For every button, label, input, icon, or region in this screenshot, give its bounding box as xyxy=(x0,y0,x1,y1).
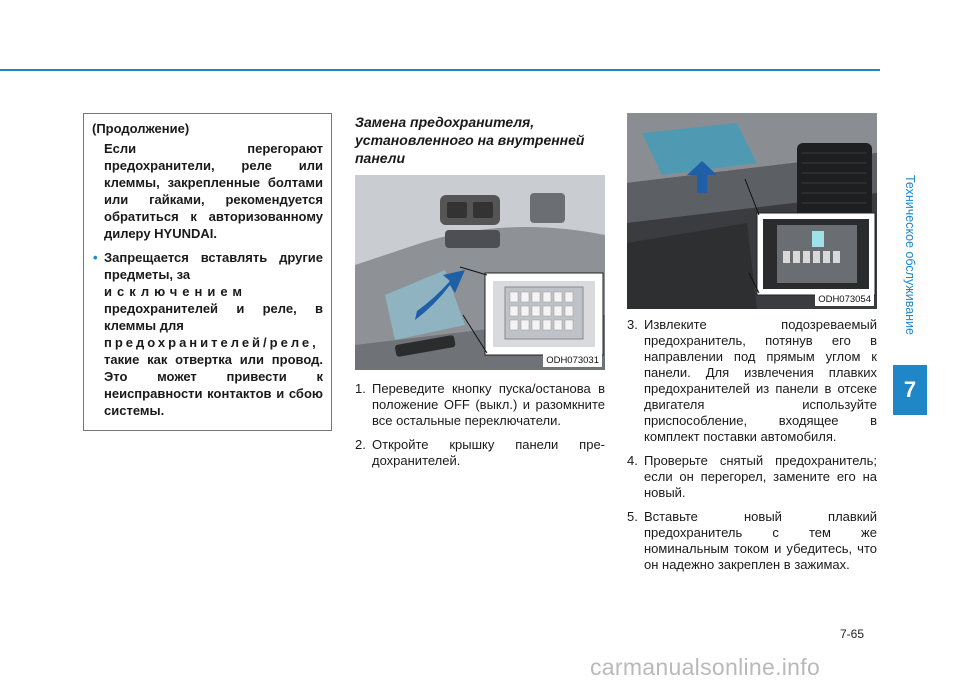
photo-code-label: ODH073054 xyxy=(815,293,874,306)
photo-code-label: ODH073031 xyxy=(543,354,602,367)
step-number: 5. xyxy=(627,509,638,524)
note-bullet xyxy=(92,249,323,419)
watermark-text: carmanualsonline.info xyxy=(590,654,821,680)
header-rule xyxy=(0,69,880,71)
step-number: 2. xyxy=(355,437,366,452)
note-header: (Продолжение) xyxy=(92,121,190,136)
list-item xyxy=(627,453,877,501)
note-bullet-line-d: предохранителей/реле, xyxy=(104,335,319,350)
note-bullet-line-b: исключением xyxy=(104,284,248,299)
dashboard-illustration xyxy=(355,175,605,370)
note-paragraph: Если перегорают предохранители, реле или клеммы, закрепленные болтами или гайками, рекомендуется обратиться к авторизованному дилеру HYUNDAI. xyxy=(104,141,323,241)
step-text: Переведите кнопку пуска/останова в положение OFF (выкл.) и разомкните все остальные переключатели. xyxy=(372,381,605,428)
step-text: Извлеките подозреваемый предохранитель, потянув его в направлении под прямым углом к панели. Для извлечения плавких предохранителей из панели в отсеке двигателя используйте приспособление, входящее в комплект поставки автомобиля. xyxy=(644,317,877,444)
steps-right-list xyxy=(627,317,877,581)
step-number: 4. xyxy=(627,453,638,468)
list-item xyxy=(355,437,605,469)
engine-bay-illustration xyxy=(627,113,877,309)
list-item xyxy=(627,317,877,445)
interior-fuse-panel-photo xyxy=(355,175,605,370)
chapter-number-badge: 7 xyxy=(893,365,927,415)
page-number: 7-65 xyxy=(840,627,865,641)
step-text: Вставьте новый плавкий предохранитель с тем же номинальным током и убедитесь, что он надежно закреплен в зажимах. xyxy=(644,509,877,572)
step-text: Откройте крышку панели пре-дохранителей. xyxy=(372,437,605,468)
chapter-title: Техническое обслуживание xyxy=(903,175,917,335)
note-bullet-line-e: такие как отвертка или провод. Это может привести к неисправности контактов и сбою системы. xyxy=(104,352,323,418)
chapter-side-tab xyxy=(893,150,927,360)
note-bullet-line-c: предохранителей и реле, в клеммы для xyxy=(104,301,323,333)
list-item xyxy=(627,509,877,573)
engine-bay-fuse-photo xyxy=(627,113,877,309)
step-text: Проверьте снятый предохранитель; если он перегорел, замените его на новый. xyxy=(644,453,877,500)
bullet-icon: • xyxy=(93,250,98,265)
step-number: 3. xyxy=(627,317,638,332)
note-box xyxy=(83,113,332,431)
steps-left-list xyxy=(355,381,605,477)
step-number: 1. xyxy=(355,381,366,396)
note-bullet-line-a: Запрещается вставлять другие предметы, за xyxy=(104,250,323,282)
list-item xyxy=(355,381,605,429)
section-title: Замена предохранителя, установленного на внутренней панели xyxy=(355,114,585,166)
